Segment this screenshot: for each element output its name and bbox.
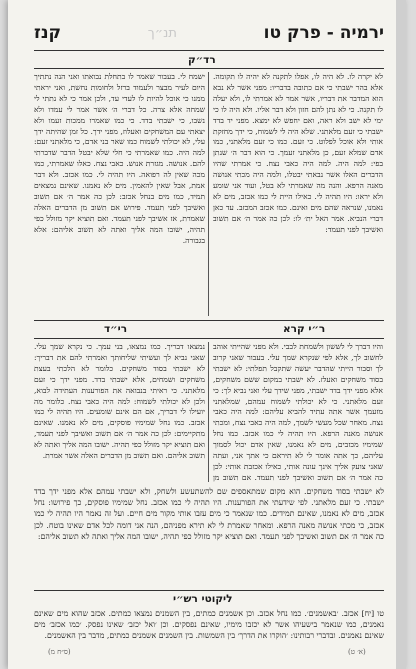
section-label-ri-kara: ר״י קרא bbox=[283, 323, 326, 335]
mid-rule bbox=[34, 320, 384, 321]
column-separator-2 bbox=[208, 342, 209, 482]
section-label-likutei-rashi: ליקוטי רש״י bbox=[173, 593, 233, 605]
mid-rule-2 bbox=[34, 338, 384, 339]
radak-column-right bbox=[213, 72, 383, 316]
radak-text-right: לא יקרה לו. לא היה לו, אפלו לתקנה לא יהיה לו תקומה. אלא בהר ישבתי כי אם כתובה בדבריו: מפני אשר לא נבא הוא המדבר את דבריו, אשר אמר לא אמרתי לו, ולא יעלה לו תקנה. כי לא נתן להם חזון ולא דבר אליו. ולא היה לו כי ימי לא ישב ולא ראה, ואם יחפש לא ימצא. מפני יד בדד ישבתי כי זעם מלאתני. שלא היה לי לשמוח, כי ידך מחזקת אותי ולא אוכל לפלוט. כי זעם. כמו כי זעם מלאתני, כמו אדם שמלא זעם, כן מלאתני זעמך. כי הוא דבר ה׳ שנתן בפי: למה היה. למה היה כאבי נצח. כי אמרתי שהיו הדברים האלו אשר נבאתי יבטלו, ולמה היה מכתי אנושה מאנה הרפא. והנה מה שאמרתי לא בטל, ועוד אני שומע ולא יראו: היו תהיה לי. כאילו היית לי כמו אכזב, מים לא נאמנו, שנראה שהם מים ואינם. כמו אכזב המכזב. עד כאן דברי הנביא. אמר האל ית׳ לו: לכן כה אמר ה׳ אם תשוב ואשיבך לפני תעמד: bbox=[213, 72, 383, 234]
page-mark-left: (ס״ח מ) bbox=[48, 648, 71, 656]
bottom-commentary bbox=[34, 486, 384, 586]
page-title: ירמיה - פרק טו bbox=[263, 23, 384, 43]
section-label-rid: רי״ד bbox=[104, 323, 128, 335]
radak-column-left bbox=[34, 72, 205, 316]
ri-kara-text: והיו דברך לי לששון ולשמחת לבבי. ולא מפני שהייתי אוהב לחשוב לך, אלא לפי שנקרא שמך עלי. בעבור שאני קרוב לך וסבור הייתי שהדבר יעשה שתקבל תפלתי: לא ישבתי בסוד משחקים ואעלז. לא ישבתי במקום ששם משחקים, אלא מפני ידך בדד ישבתי, מפני שידך עלי ואני נביא לך: כי זעם מלאתני. כי לא יכולתי לשמוח עמהם, שמלאתני מזעמך אשר אתה עתיד להביא עליהם: למה היה כאבי נצח. מאחר שכל מעשי לשמך, למה היה כאבי נצח, ומכתי אנושה מאנה הרפא. היו תהיה לי כמו אכזב. כמו נחל שמימיו מכזבים, מים לא נאמנו, שאין אדם יכול לסמוך עליהם, כך אתה אומר לי לא תיראם כי אתך אני, ועתה שאני צועק אליך אינך עונה אותי, כאילו אכזבת אותי: לכן כה אמר ה׳ אם תשוב ואשיבך לפני תעמד. אם תשוב מן bbox=[213, 342, 383, 482]
likutei-rashi-column bbox=[34, 608, 384, 648]
radak-rule bbox=[34, 68, 384, 69]
likutei-rashi-text: טו [יח] אכזב. ׳באשמנים׳. כמו נחל אכזב. וכן אשמנים כמתים, בין השמנים נמצאו כמתים. אכזב שהוא מים שאינם נאמנים, כמו שנאמר בישעיהו אשר לא יכזבו מימיו, שאינם נפסקים. וכן ׳ואל יכזב׳ שאינו נפסק. ׳כמו אכזב׳ מים שאינם נאמנים. ובדברי רבותינו: ׳הוקרו את הדרך׳ בין השמשות. בין השמנים אשמנים כמתים, מדבר בין האשמנים. bbox=[34, 609, 384, 641]
radak-text-left: ישמח לי. בעבור שאמר לו בתחלת נבואתו ואני הנה נתתיך היום לעיר מבצר ולעמוד ברזל ולחומות נחשת, ואני יראתי ממנו כי אוכל להיות לו לעדי עד, ולכן אמר כי לא נתתי לי שמחה אלא צרה. כל דברי ה׳ אשר אמר לי עמדו ולא נשבו, כי ישבתי בדד. כי כמו שאמרו ממכות זעמו ולא יצאתי עם המשחקים ואעלוז, מפני ידך. כל זמן שהיתה ידך עלי, לא יכולתי לשמוח כמו שאר בני אדם, כי מלאתני זעם: למה היה. כמו שאמרתי כי חלי שלא יבטל הדבר שדברתי להם. אנושה. מגזרת אנוש. כאבי נצח. כאלו שאמרתי, כמו מכה שאין לה רפואה. היו תהיה לי. כמו אכזב. ולא דבר אמת, אבל שאין להאמין. מים לא נאמנו. שאינם נמצאים תמיד, כמו מים בנחל אכזב: לכן כה אמר ה׳ אם תשוב ואשיבך לפני תעמד. פירוש אם תשוב מן הדברים האלה שאמרת, אז אשיבך לפני תעמד. ואם תוציא יקר מזולל כפי תהיה, ישובו המה אליך ואתה לא תשוב אליהם: אלא בגבורה. bbox=[34, 72, 205, 245]
header-faded-text: תנ״ך bbox=[147, 25, 177, 41]
page-edge bbox=[396, 0, 406, 669]
likutei-rule bbox=[34, 590, 384, 591]
page-header bbox=[34, 18, 384, 48]
header-rule bbox=[34, 50, 384, 51]
column-separator bbox=[208, 72, 209, 316]
bottom-commentary-text: לא ישבתי בסוד משחקים. הוא מקום שמתאספים שם להשתעשע ולשחק, ולא ישבתי עמהם אלא מפני ידך בדד ישבתי. כי זעם מלאתני. לפי שידעתי את הפורענות. היו תהיה לי כמו אכזב. נחל שמימיו פוסקים, כך פירושו: נחל אכזב, מים לא נאמנו, שאינם תמידים. כמו שנאמר כי מים עזבו אותי מקור מים חיים. ועל זה נאמר היו תהיה לי כמו אכזב, כי מכתי אנושה מאנה הרפא. ומאחר שאמרת לי לא תירא מפניהם, הנה אני דומה לכל אדם שאינו בוטח. לכן כה אמר ה׳ אם תשוב ואשיבך לפני תעמד. ואם תוציא יקר מזולל כפי תהיה, ישובו המה אליך ואתה לא תשוב אליהם: bbox=[34, 487, 384, 541]
page-number: קנז bbox=[34, 23, 62, 43]
ri-kara-column bbox=[213, 342, 383, 482]
section-label-radak: רד״ק bbox=[188, 54, 216, 66]
rid-text: נמצאו דבריך. כמו נמצאו, בני עמך. כי נקרא שמך עלי. שאני נביא לך ועשיתי שליחותך ואמרתי להם את דבריך: לא ישבתי בסוד משחקים. כלומר לא הלכתי בעצת משחקים ושמחים, אלא ישבתי בדד. מפני ידך כי זעם מלאתני. כי ראיתי בנבואה את הפורענות העתידה לבוא, ולכן לא יכולתי לשמוח: למה היה כאבי נצח. כלומר מה יועילו לי דבריך, אם הם אינם שומעים. היו תהיה לי כמו אכזב. כמו נחל שמימיו פוסקים, מים לא נאמנו. שאינם מתקיימים: לכן כה אמר ה׳ אם תשוב ואשיבך לפני תעמד, ואם תוציא יקר מזולל כפי תהיה. ישובו המה אליך ואתה לא תשוב אליהם. ואם תשוב מן הדברים האלה אשר אמרת. bbox=[34, 342, 205, 461]
rid-column bbox=[34, 342, 205, 482]
page-mark-right: (א׳ ט) bbox=[348, 648, 366, 656]
book-page bbox=[8, 0, 406, 669]
